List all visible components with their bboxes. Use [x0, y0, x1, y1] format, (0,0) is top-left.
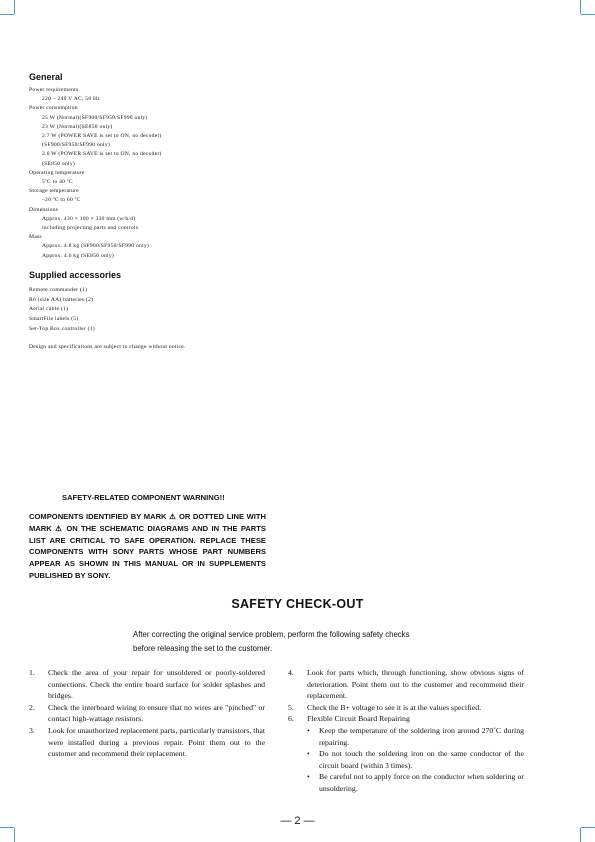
spec-line: –20 ºC to 60 ºC: [42, 197, 81, 204]
specifications-list: [29, 86, 259, 261]
safety-item: [288, 667, 524, 702]
item-text: Look for unauthorized replacement parts, particularly transistors, that were installed during a previous repair. Point them out to the customer and recommend their replacement.: [48, 725, 265, 759]
spec-line: 25 W (Normal)(SF900/SF950/SF990 only): [42, 114, 148, 121]
item-number: 3.: [29, 725, 35, 735]
spec-line: Operating temperature: [29, 169, 85, 176]
item-text: Look for parts which, through functioning, show obvious signs of deterioration. Point them out to the customer and recommend their replacement.: [307, 668, 524, 701]
accessories-list: [29, 286, 95, 335]
item-number: 1.: [29, 668, 35, 677]
general-heading: General: [29, 72, 63, 82]
crop-mark-bottom-right: [581, 827, 595, 828]
safety-sub-item: [288, 771, 524, 794]
safety-checklist-left: [29, 667, 265, 760]
item-number: 5.: [288, 702, 294, 712]
spec-line: Approx. 4.8 kg (SF900/SF950/SF990 only): [42, 243, 150, 250]
bullet-marker: •: [307, 749, 310, 759]
safety-item: [29, 667, 265, 702]
warning-body: COMPONENTS IDENTIFIED BY MARK ⚠ OR DOTTED LINE WITH MARK ⚠ ON THE SCHEMATIC DIAGRAMS AND IN THE PARTS LIST ARE CRITICAL TO SAFE OPERATION. REPLACE THESE COMPONENTS WITH SONY PARTS WHOSE PART NUMBERS APPEAR AS SHOWN IN THIS MANUAL OR IN SUPPLEMENTS PUBLISHED BY SONY.: [29, 512, 266, 580]
crop-mark-top-right-vertical: [580, 0, 581, 14]
safety-item: [288, 702, 524, 714]
warning-title: SAFETY-RELATED COMPONENT WARNING!!: [62, 493, 225, 502]
spec-line: Approx. 430 × 100 × 330 mm (w/h/d): [42, 215, 136, 222]
page-number: — 2 —: [280, 815, 315, 827]
safety-item: [288, 713, 524, 725]
item-text: Keep the temperature of the soldering iron around 270˚C during repairing.: [319, 725, 524, 747]
safety-item: [29, 702, 265, 725]
item-text: Do not touch the soldering iron on the same conductor of the circuit board (within 3 times).: [319, 749, 524, 770]
accessories-heading: Supplied accessories: [29, 270, 122, 280]
accessory-item: Remote commander (1): [29, 287, 88, 293]
item-number: 6.: [288, 714, 294, 724]
safety-intro: After correcting the original service problem, perform the following safety checks before releasing the set to the customer.: [133, 630, 410, 653]
spec-line: Mass: [29, 234, 42, 241]
accessory-item: SmartFile labels (5): [29, 316, 79, 323]
safety-sub-item: [288, 725, 524, 748]
spec-line: Storage temperature: [29, 188, 79, 195]
safety-checkout-title: SAFETY CHECK-OUT: [231, 597, 364, 611]
specification-notice: Design and specifications are subject to change without notice.: [29, 344, 186, 350]
spec-line: (SF900/SF950/SF990 only): [42, 142, 111, 149]
crop-mark-top-left: [0, 14, 14, 15]
item-text: Check the interboard wiring to ensure that no wires are "pinched" or contact high-wattage resistors.: [48, 702, 265, 724]
safety-sub-item: [288, 748, 524, 771]
spec-line: 2.7 W (POWER SAVE is set to ON, no decoder): [42, 133, 162, 140]
crop-mark-top-right: [581, 14, 595, 15]
item-text: Check the area of your repair for unsoldered or poorly-soldered connections. Check the entire board surface for solder splashes and bridges.: [48, 668, 265, 701]
accessory-item: Set-Top Box controller (1): [29, 325, 95, 332]
accessory-item: R6 (size AA) batteries (2): [29, 296, 94, 303]
item-text: Be careful not to apply force on the conductor when soldering or unsoldering.: [319, 772, 524, 793]
spec-line: Approx. 4.6 kg (SE850 only): [42, 252, 115, 259]
spec-line: including projecting parts and controls: [42, 225, 139, 232]
crop-mark-bottom-left: [0, 827, 14, 828]
bullet-marker: •: [307, 772, 310, 782]
item-number: 2.: [29, 702, 35, 712]
crop-mark-top-left-vertical: [14, 0, 15, 14]
spec-line: 23 W (Normal)(SE850 only): [42, 123, 113, 130]
bullet-marker: •: [307, 725, 310, 735]
item-text: Flexible Circuit Board Repairing: [307, 714, 410, 724]
crop-mark-bottom-left-vertical: [14, 828, 15, 842]
crop-mark-bottom-right-vertical: [580, 828, 581, 842]
spec-line: Power consumption: [29, 105, 78, 112]
spec-line: Power requirements: [29, 87, 79, 93]
spec-line: 5ºC to 40 ºC: [42, 179, 73, 186]
spec-line: Dimensions: [29, 206, 59, 213]
spec-line: 2.0 W (POWER SAVE is set to ON, no decoder): [42, 151, 162, 158]
item-number: 4.: [288, 668, 294, 677]
safety-checklist-right: [288, 667, 524, 795]
safety-item: [29, 725, 265, 760]
item-text: Check the B+ voltage to see it is at the values specified.: [307, 702, 482, 712]
spec-line: (SE850 only): [42, 160, 75, 167]
accessory-item: Aerial cable (1): [29, 306, 69, 313]
spec-line: 220 – 240 V AC, 50 Hz: [42, 96, 101, 103]
